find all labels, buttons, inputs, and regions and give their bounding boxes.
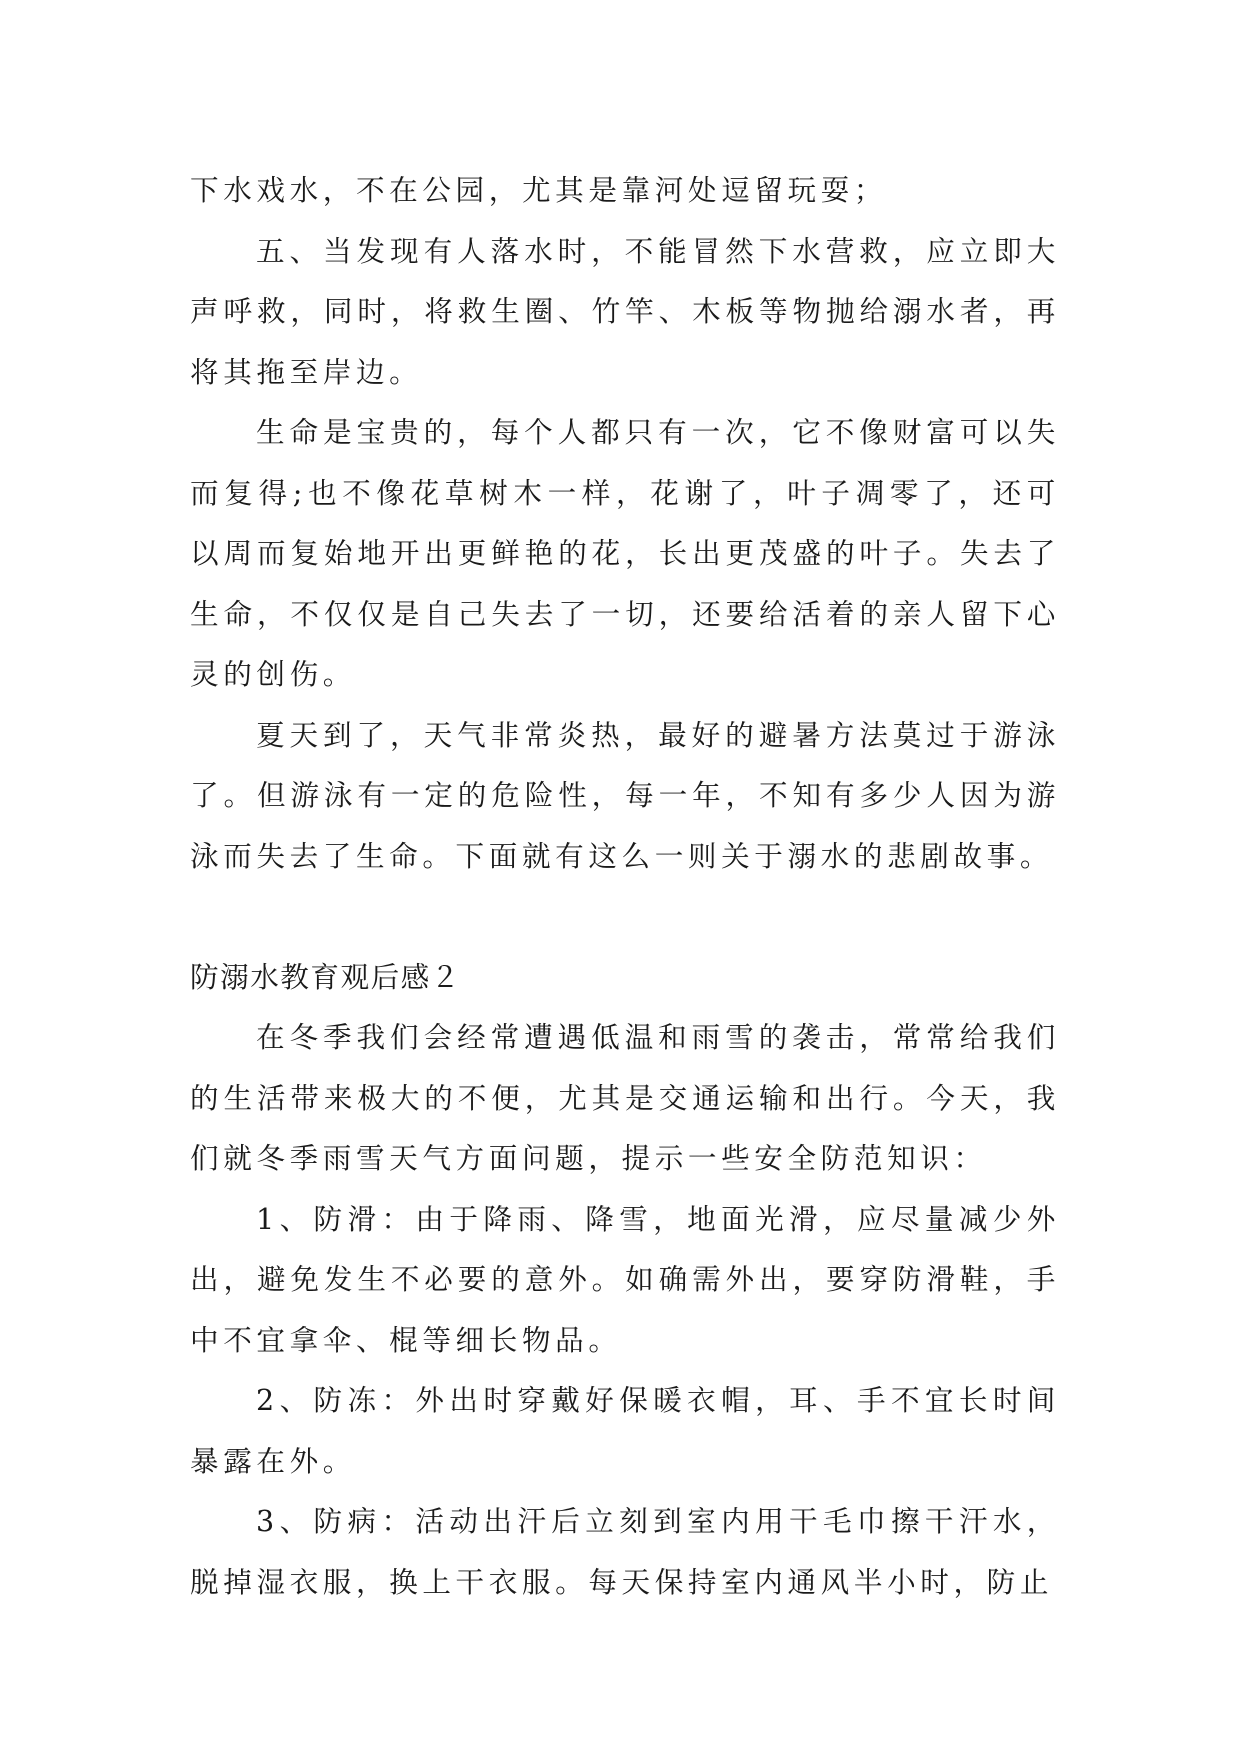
document-body — [190, 160, 1060, 1612]
section-title: 防溺水教育观后感２ — [190, 959, 461, 994]
paragraph-anti-slip: 1、防滑：由于降雨、降雪，地面光滑，应尽量减少外出，避免发生不必要的意外。如确需外出，要穿防滑鞋，手中不宜拿伞、棍等细长物品。 — [190, 1201, 1060, 1357]
paragraph-anti-freeze: 2、防冻：外出时穿戴好保暖衣帽，耳、手不宜长时间暴露在外。 — [190, 1383, 1060, 1478]
paragraph-life-precious: 生命是宝贵的，每个人都只有一次，它不像财富可以失而复得;也不像花草树木一样，花谢了，叶子凋零了，还可以周而复始地开出更鲜艳的花，长出更茂盛的叶子。失去了生命，不仅仅是自己失去了一切，还要给活着的亲人留下心灵的创伤。 — [190, 415, 1060, 691]
paragraph-continuation: 下水戏水，不在公园，尤其是靠河处逗留玩耍； — [190, 173, 888, 207]
paragraph-summer-swimming: 夏天到了，天气非常炎热，最好的避暑方法莫过于游泳了。但游泳有一定的危险性，每一年，不知有多少人因为游泳而失去了生命。下面就有这么一则关于溺水的悲剧故事。 — [190, 717, 1060, 873]
section-spacer — [190, 886, 1060, 947]
paragraph-winter-intro: 在冬季我们会经常遭遇低温和雨雪的袭击，常常给我们的生活带来极大的不便，尤其是交通运输和出行。今天，我们就冬季雨雪天气方面问题，提示一些安全防范知识： — [190, 1020, 1060, 1175]
paragraph-rescue-tip: 五、当发现有人落水时，不能冒然下水营救，应立即大声呼救，同时，将救生圈、竹竿、木板等物抛给溺水者，再将其拖至岸边。 — [190, 233, 1060, 389]
paragraph-anti-illness: 3、防病：活动出汗后立刻到室内用干毛巾擦干汗水，脱掉湿衣服，换上干衣服。每天保持室内通风半小时，防止 — [190, 1504, 1060, 1599]
